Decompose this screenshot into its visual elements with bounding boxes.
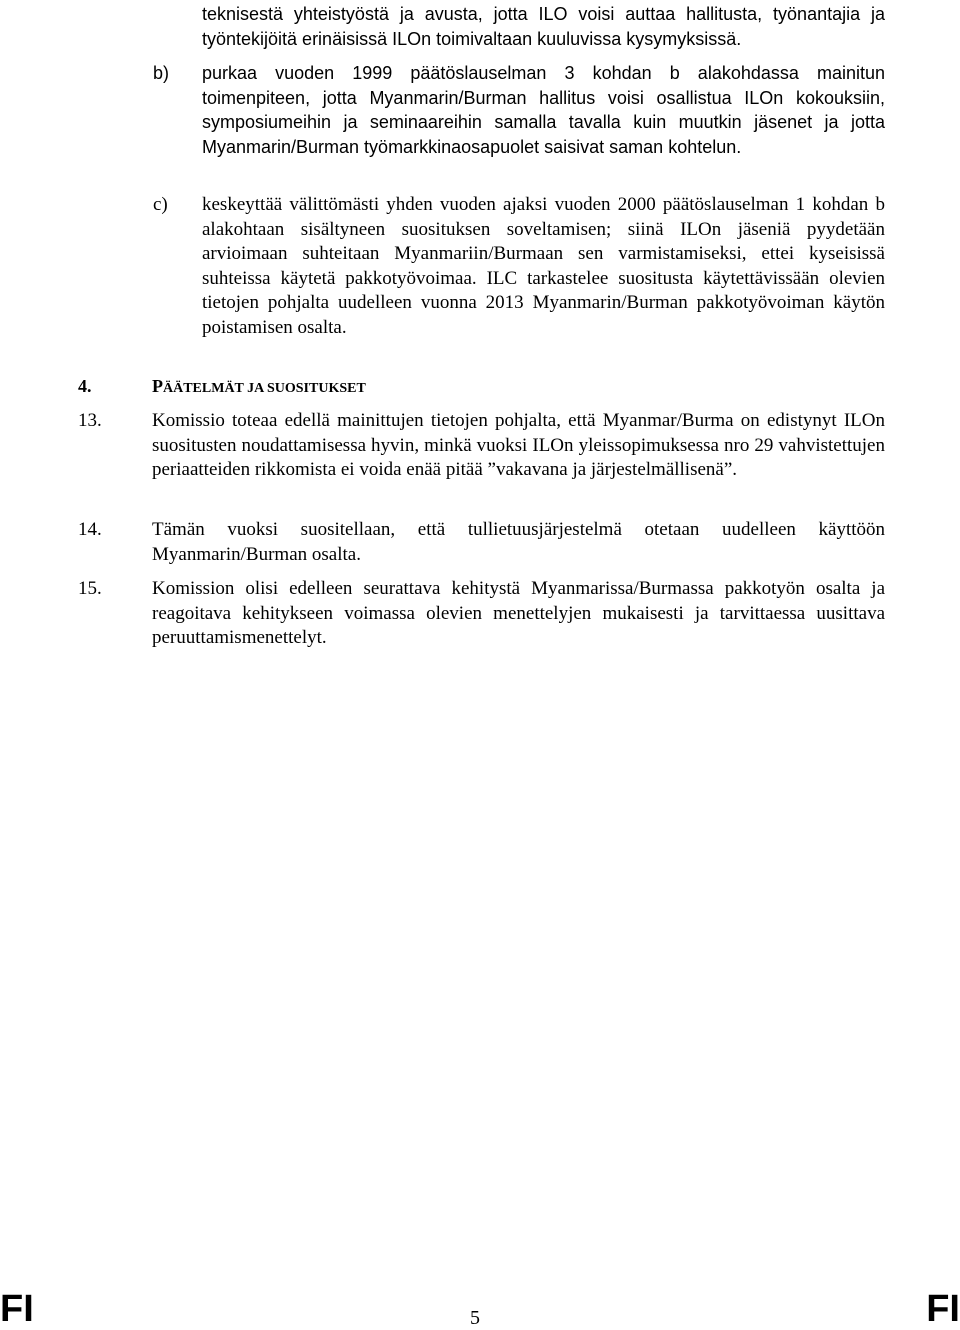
section-title-rest: ÄÄTELMÄT JA SUOSITUKSET	[163, 381, 366, 396]
page-number: 5	[470, 1307, 480, 1329]
footer-language-right: FI	[926, 1288, 960, 1330]
paragraph-text: Komissio toteaa edellä mainittujen tietojen pohjalta, että Myanmar/Burma on edistynyt ILOn suositusten noudattamisessa hyvin, minkä vuoksi ILOn yleissopimuksessa nro 29 vahvistettujen periaatteiden rikkomista ei voida enää pitää ”vakavana ja järjestelmällisenä”.	[152, 410, 885, 481]
paragraph-number: 13.	[78, 410, 102, 431]
list-item-text: keskeyttää välittömästi yhden vuoden ajaksi vuoden 2000 päätöslauselman 1 kohdan b alakohtaan sisältyneen suosituksen soveltamisen; siinä ILOn jäseniä pyydetään arvioimaan suhteitaan Myanmariin/Burmaan sen varmistamiseksi, ettei kyseisissä suhteissa käytetä pakkotyövoimaa. ILC tarkastelee suositusta käytettävissään olevien tietojen pohjalta uudelleen vuonna 2013 Myanmarin/Burman pakkotyövoiman käytön poistamisen osalta.	[202, 194, 885, 338]
paragraph-text: Komission olisi edelleen seurattava kehitystä Myanmarissa/Burmassa pakkotyön osalta ja reagoitava kehitykseen voimassa olevien menettelyjen mukaisesti ja tarvittaessa uusittava peruuttamismenettelyt.	[152, 578, 885, 649]
continuation-text: teknisestä yhteistyöstä ja avusta, jotta ILO voisi auttaa hallitusta, työnantajia ja työntekijöitä erinäisissä ILOn toimivaltaan kuuluvissa kysymyksissä.	[202, 4, 885, 49]
list-item-text: purkaa vuoden 1999 päätöslauselman 3 kohdan b alakohdassa mainitun toimenpiteen, jotta Myanmarin/Burman hallitus voisi osallistua ILOn kokouksiin, symposiumeihin ja seminaareihin samalla tavalla kuin muutkin jäsenet ja jotta Myanmarin/Burman työmarkkinaosapuolet saisivat saman kohtelun.	[202, 63, 885, 157]
paragraph-text: Tämän vuoksi suositellaan, että tullietuusjärjestelmä otetaan uudelleen käyttöön Myanmarin/Burman osalta.	[152, 519, 885, 565]
section-title	[152, 374, 366, 401]
section-title-initial: P	[152, 376, 163, 396]
list-item-label: c)	[153, 194, 168, 215]
list-item-label: b)	[153, 63, 170, 83]
paragraph-number: 14.	[78, 519, 102, 540]
section-number: 4.	[78, 376, 92, 396]
paragraph-number: 15.	[78, 578, 102, 599]
footer-language-left: FI	[0, 1288, 34, 1330]
